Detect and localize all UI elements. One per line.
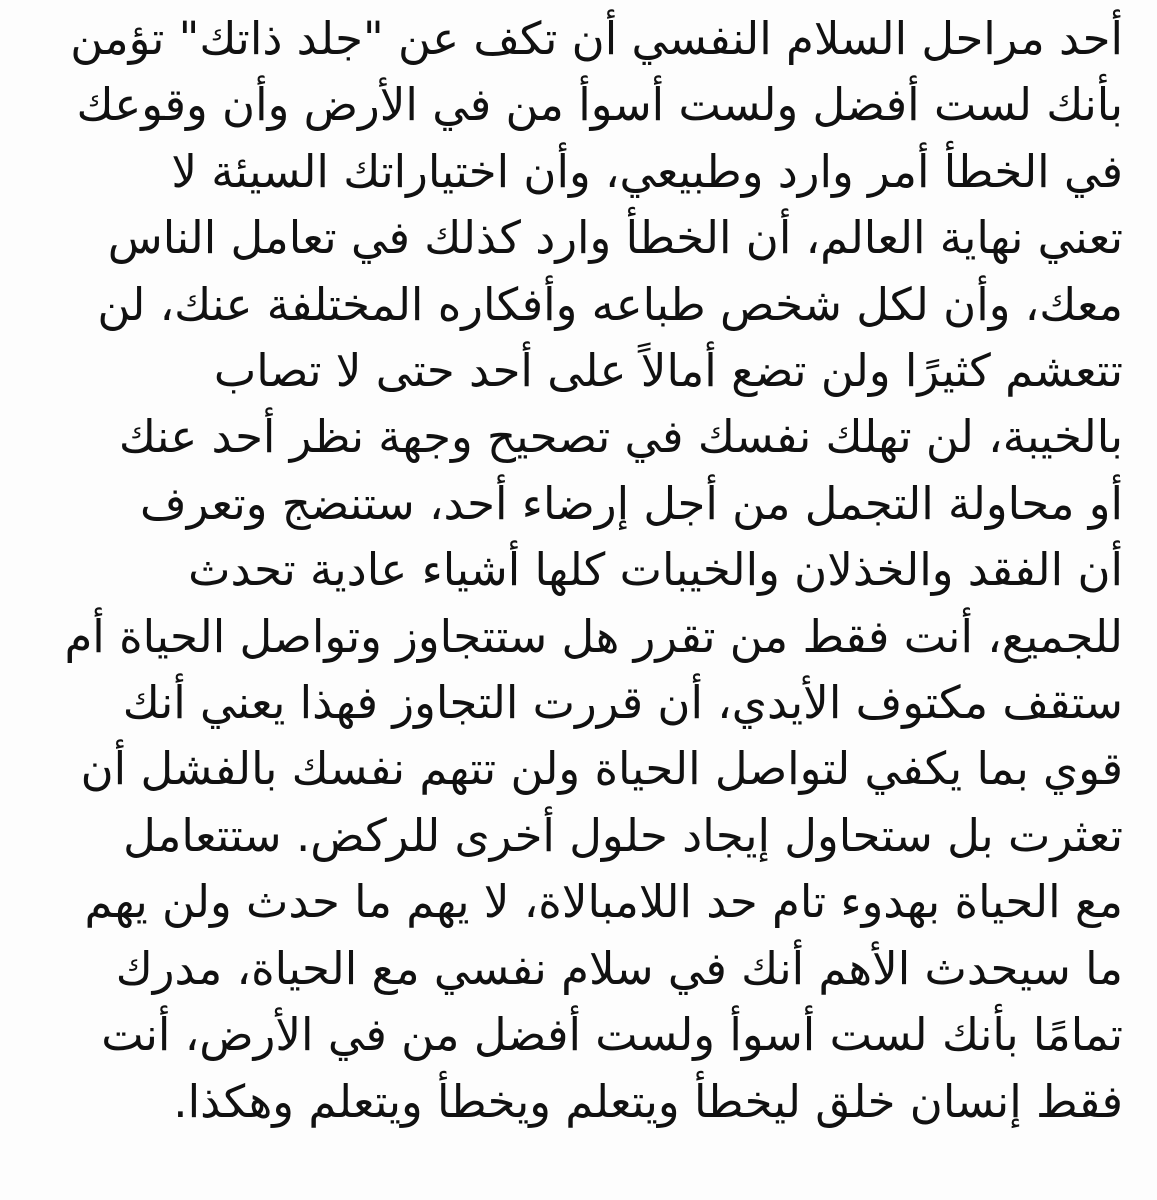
paragraph-line: تعثرت بل ستحاول إيجاد حلول أخرى للركض. ستتعامل xyxy=(123,808,1123,862)
paragraph-line: في الخطأ أمر وارد وطبيعي، وأن اختياراتك السيئة لا xyxy=(171,144,1123,198)
paragraph-line: قوي بما يكفي لتواصل الحياة ولن تتهم نفسك بالفشل أن xyxy=(80,742,1123,796)
paragraph-line: معك، وأن لكل شخص طباعه وأفكاره المختلفة عنك، لن xyxy=(97,277,1123,331)
paragraph-line: أن الفقد والخذلان والخيبات كلها أشياء عادية تحدث xyxy=(188,543,1123,597)
paragraph-line: مع الحياة بهدوء تام حد اللامبالاة، لا يهم ما حدث ولن يهم xyxy=(84,875,1123,929)
paragraph-line: أحد مراحل السلام النفسي أن تكف عن "جلد ذاتك" تؤمن xyxy=(70,12,1123,65)
paragraph-line: للجميع، أنت فقط من تقرر هل ستتجاوز وتواصل الحياة أم xyxy=(64,609,1123,663)
paragraph-line: بالخيبة، لن تهلك نفسك في تصحيح وجهة نظر أحد عنك xyxy=(118,410,1123,464)
paragraph-line: ما سيحدث الأهم أنك في سلام نفسي مع الحياة، مدرك xyxy=(115,941,1123,995)
paragraph-line: بأنك لست أفضل ولست أسوأ من في الأرض وأن وقوعك xyxy=(76,78,1123,132)
paragraph-line: تعني نهاية العالم، أن الخطأ وارد كذلك في تعامل الناس xyxy=(107,211,1123,265)
paragraph-line: تتعشم كثيرًا ولن تضع أمالاً على أحد حتى لا تصاب xyxy=(213,344,1123,398)
paragraph-line: أو محاولة التجمل من أجل إرضاء أحد، ستنضج وتعرف xyxy=(140,476,1123,530)
paragraph-line: تمامًا بأنك لست أسوأ ولست أفضل من في الأرض، أنت xyxy=(101,1008,1123,1062)
paragraph-line: فقط إنسان خلق ليخطأ ويتعلم ويخطأ ويتعلم وهكذا. xyxy=(173,1074,1123,1128)
arabic-paragraph xyxy=(36,6,1123,1135)
paragraph-line: ستقف مكتوف الأيدي، أن قررت التجاوز فهذا يعني أنك xyxy=(122,676,1123,730)
